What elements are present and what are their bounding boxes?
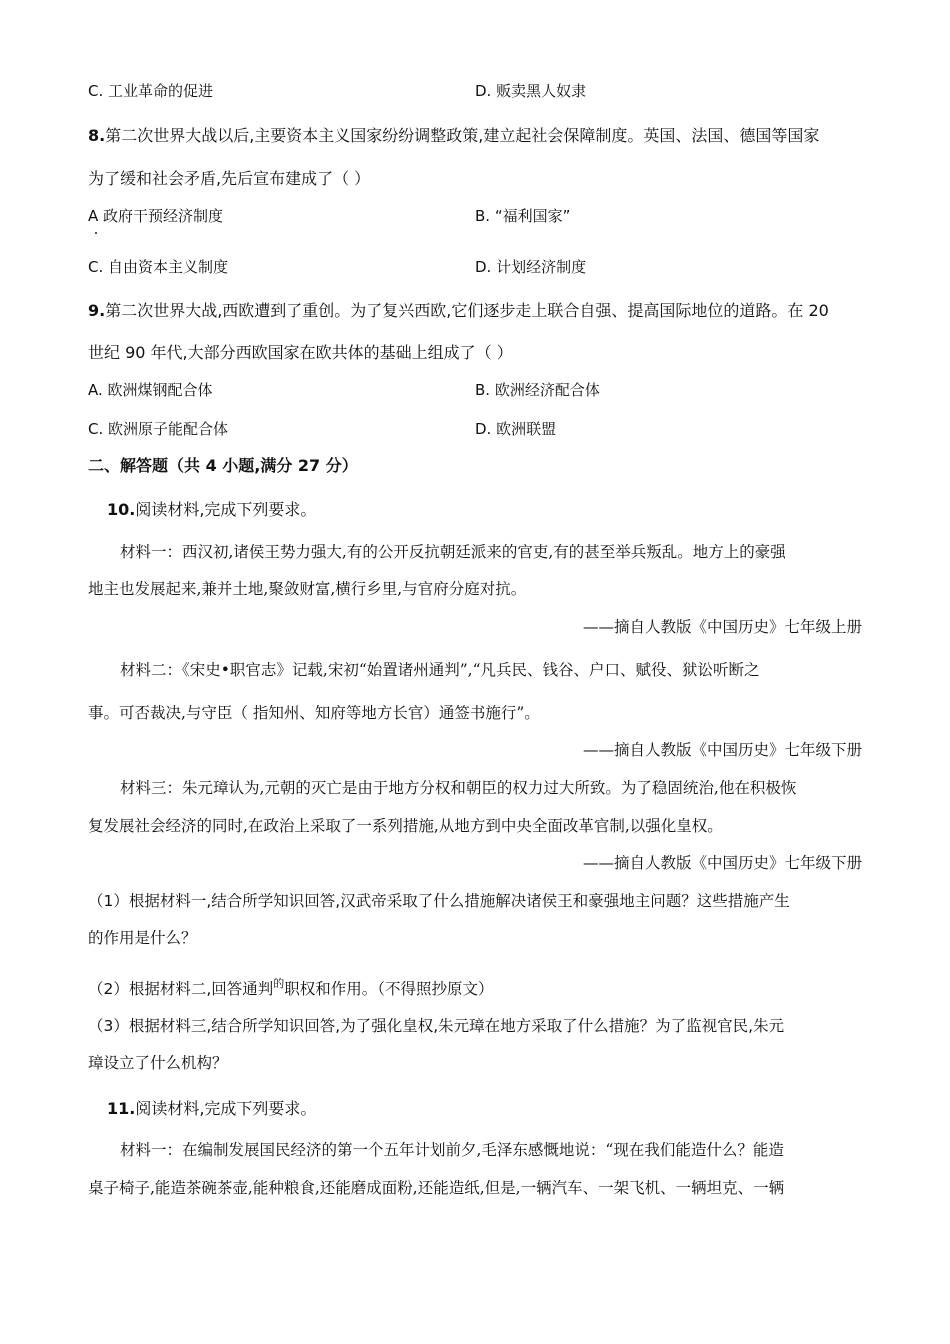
q10-part-2 (88, 973, 494, 1000)
q8-option-a: A 政府干预经济制度 (88, 207, 224, 225)
q9-option-c: C. 欧洲原子能配合体 (88, 420, 229, 438)
q10-part-1-line-2: 的作用是什么？ (88, 929, 197, 947)
q8-option-d: D. 计划经济制度 (475, 258, 587, 276)
q10-part-2-pre: （2）根据材料二,回答通判 (88, 980, 274, 998)
q10-part-3-line-2: 璋设立了什么机构？ (88, 1054, 228, 1072)
q10-intro (107, 499, 316, 521)
q10-part-3-line-1: （3）根据材料三,结合所学知识回答,为了强化皇权,朱元璋在地方采取了什么措施？为了监视官民,朱元 (88, 1017, 785, 1035)
q10-part-1-line-1: （1）根据材料一,结合所学知识回答,汉武帝采取了什么措施解决诸侯王和豪强地主问题？这些措施产生 (88, 892, 790, 910)
q8-option-b: B. “福利国家” (475, 207, 571, 225)
q7-option-d: D. 贩卖黑人奴隶 (475, 82, 587, 100)
q10-part-2-sup: 的 (273, 977, 285, 990)
q10-material-2-line-2: 事。可否裁决,与守臣（ 指知州、知府等地方长官）通签书施行”。 (88, 704, 540, 722)
q7-option-c: C. 工业革命的促进 (88, 82, 214, 100)
q8-stem-text: 第二次世界大战以后,主要资本主义国家纷纷调整政策,建立起社会保障制度。英国、法国、德国等国家 (105, 126, 820, 145)
q10-number: 10. (107, 500, 136, 519)
q8-stem-line-1 (88, 125, 819, 147)
q8-number: 8. (88, 126, 106, 145)
q9-option-d: D. 欧洲联盟 (475, 420, 557, 438)
q10-material-1-source: ——摘自人教版《中国历史》七年级上册 (582, 618, 862, 636)
q11-intro-text: 阅读材料,完成下列要求。 (135, 1099, 317, 1118)
q8-option-c: C. 自由资本主义制度 (88, 258, 229, 276)
q10-material-2-source: ——摘自人教版《中国历史》七年级下册 (582, 741, 862, 759)
q10-material-3-source: ——摘自人教版《中国历史》七年级下册 (582, 854, 862, 872)
q9-option-b: B. 欧洲经济配合体 (475, 381, 600, 399)
q10-part-2-post: 职权和作用。（不得照抄原文） (284, 980, 494, 998)
q10-material-3-line-2: 复发展社会经济的同时,在政治上采取了一系列措施,从地方到中央全面改革官制,以强化皇权。 (88, 817, 723, 835)
q9-stem-text: 第二次世界大战,西欧遭到了重创。为了复兴西欧,它们逐步走上联合自强、提高国际地位的道路。在 20 (105, 301, 829, 320)
q11-material-1-line-1: 材料一：在编制发展国民经济的第一个五年计划前夕,毛泽东感慨地说：“现在我们能造什么？能造 (120, 1141, 784, 1159)
q9-stem-line-2: 世纪 90 年代,大部分西欧国家在欧共体的基础上组成了（ ） (88, 343, 513, 362)
q9-option-a: A. 欧洲煤钢配合体 (88, 381, 213, 399)
q11-number: 11. (107, 1099, 136, 1118)
q10-material-1-line-2: 地主也发展起来,兼并土地,聚敛财富,横行乡里,与官府分庭对抗。 (88, 580, 527, 598)
q11-intro (107, 1098, 316, 1120)
q8-stem-line-2: 为了缓和社会矛盾,先后宣布建成了（ ） (88, 169, 371, 188)
q10-material-2-line-1: 材料二：《宋史•职官志》记载,宋初“始置诸州通判”,“凡兵民、钱谷、户口、赋役、狱讼听断之 (120, 661, 760, 679)
section-2-title: 二、解答题（共 4 小题,满分 27 分） (88, 456, 358, 475)
q9-stem-line-1 (88, 300, 829, 322)
q9-number: 9. (88, 301, 106, 320)
q10-material-3-line-1: 材料三：朱元璋认为,元朝的灭亡是由于地方分权和朝臣的权力过大所致。为了稳固统治,他在积极恢 (120, 779, 797, 797)
stray-dot (95, 232, 97, 234)
q10-intro-text: 阅读材料,完成下列要求。 (135, 500, 317, 519)
q11-material-1-line-2: 桌子椅子,能造茶碗茶壶,能种粮食,还能磨成面粉,还能造纸,但是,一辆汽车、一架飞机、一辆坦克、一辆 (88, 1179, 785, 1197)
q10-material-1-line-1: 材料一：西汉初,诸侯王势力强大,有的公开反抗朝廷派来的官吏,有的甚至举兵叛乱。地方上的豪强 (120, 543, 786, 561)
